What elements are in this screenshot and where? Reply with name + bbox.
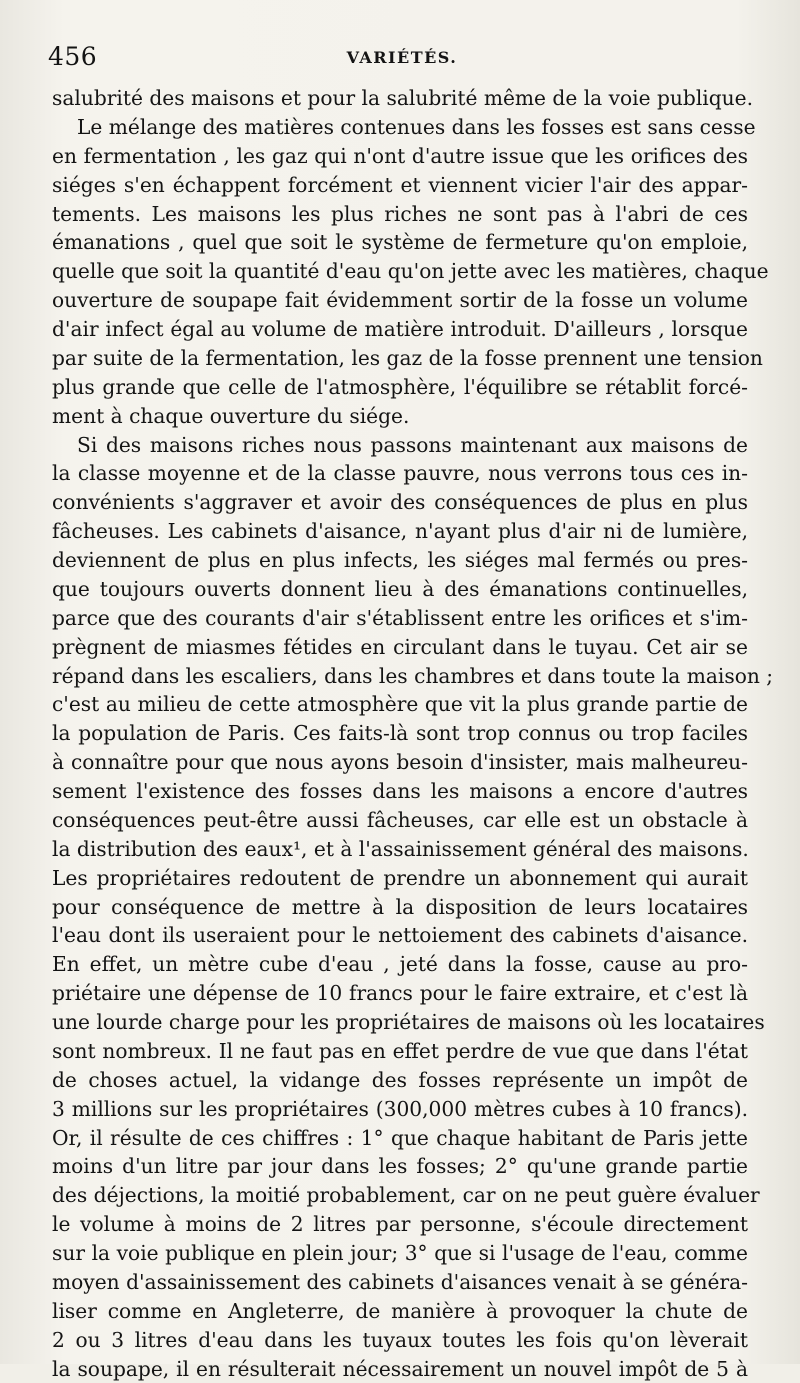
text-line: En effet, un mètre cube d'eau , jeté dans la fosse, cause au pro- xyxy=(52,950,748,979)
text-line: conséquences peut-être aussi fâcheuses, car elle est un obstacle à xyxy=(52,806,748,835)
text-line: de choses actuel, la vidange des fosses représente un impôt de xyxy=(52,1066,748,1095)
text-line: à connaître pour que nous ayons besoin d'insister, mais malheureu- xyxy=(52,748,748,777)
text-line: fâcheuses. Les cabinets d'aisance, n'ayant plus d'air ni de lumière, xyxy=(52,517,748,546)
text-line: parce que des courants d'air s'établissent entre les orifices et s'im- xyxy=(52,604,748,633)
text-line: le volume à moins de 2 litres par personne, s'écoule directement xyxy=(52,1210,748,1239)
body-text xyxy=(52,84,748,1383)
text-line: prègnent de miasmes fétides en circulant dans le tuyau. Cet air se xyxy=(52,633,748,662)
text-line: 3 millions sur les propriétaires (300,000 mètres cubes à 10 francs). xyxy=(52,1095,748,1124)
text-line: c'est au milieu de cette atmosphère que vit la plus grande partie de xyxy=(52,690,748,719)
text-line: moyen d'assainissement des cabinets d'aisances venait à se généra- xyxy=(52,1268,748,1297)
text-line: sont nombreux. Il ne faut pas en effet perdre de vue que dans l'état xyxy=(52,1037,748,1066)
text-line: sur la voie publique en plein jour; 3° que si l'usage de l'eau, comme xyxy=(52,1239,748,1268)
text-line: en fermentation , les gaz qui n'ont d'autre issue que les orifices des xyxy=(52,142,748,171)
section-title: VARIÉTÉS. xyxy=(48,44,756,72)
text-line: siéges s'en échappent forcément et viennent vicier l'air des appar- xyxy=(52,171,748,200)
text-line: deviennent de plus en plus infects, les siéges mal fermés ou pres- xyxy=(52,546,748,575)
text-line: salubrité des maisons et pour la salubrité même de la voie publique. xyxy=(52,84,748,113)
text-line: des déjections, la moitié probablement, car on ne peut guère évaluer xyxy=(52,1181,748,1210)
text-line: la population de Paris. Ces faits-là sont trop connus ou trop faciles xyxy=(52,719,748,748)
text-line: moins d'un litre par jour dans les fosses; 2° qu'une grande partie xyxy=(52,1152,748,1181)
running-head xyxy=(48,40,756,76)
text-line: émanations , quel que soit le système de fermeture qu'on emploie, xyxy=(52,228,748,257)
text-line: ouverture de soupape fait évidemment sortir de la fosse un volume xyxy=(52,286,748,315)
text-line: quelle que soit la quantité d'eau qu'on jette avec les matières, chaque xyxy=(52,257,748,286)
text-line: que toujours ouverts donnent lieu à des émanations continuelles, xyxy=(52,575,748,604)
text-line: priétaire une dépense de 10 francs pour le faire extraire, et c'est là xyxy=(52,979,748,1008)
page-number: 456 xyxy=(48,40,97,74)
text-line: l'eau dont ils useraient pour le nettoiement des cabinets d'aisance. xyxy=(52,921,748,950)
text-line: 2 ou 3 litres d'eau dans les tuyaux toutes les fois qu'on lèverait xyxy=(52,1326,748,1355)
text-line: plus grande que celle de l'atmosphère, l'équilibre se rétablit forcé- xyxy=(52,373,748,402)
text-line: Le mélange des matières contenues dans les fosses est sans cesse xyxy=(52,113,748,142)
text-line: une lourde charge pour les propriétaires de maisons où les locataires xyxy=(52,1008,748,1037)
text-line: tements. Les maisons les plus riches ne sont pas à l'abri de ces xyxy=(52,200,748,229)
text-line: Si des maisons riches nous passons maintenant aux maisons de xyxy=(52,431,748,460)
text-line: sement l'existence des fosses dans les maisons a encore d'autres xyxy=(52,777,748,806)
text-line: liser comme en Angleterre, de manière à provoquer la chute de xyxy=(52,1297,748,1326)
text-line: par suite de la fermentation, les gaz de la fosse prennent une tension xyxy=(52,344,748,373)
text-line: Or, il résulte de ces chiffres : 1° que chaque habitant de Paris jette xyxy=(52,1124,748,1153)
text-line: ment à chaque ouverture du siége. xyxy=(52,402,748,431)
text-line: répand dans les escaliers, dans les chambres et dans toute la maison ; xyxy=(52,662,748,691)
text-line: la distribution des eaux¹, et à l'assainissement général des maisons. xyxy=(52,835,748,864)
text-line: d'air infect égal au volume de matière introduit. D'ailleurs , lorsque xyxy=(52,315,748,344)
text-line: convénients s'aggraver et avoir des conséquences de plus en plus xyxy=(52,488,748,517)
text-line: la classe moyenne et de la classe pauvre, nous verrons tous ces in- xyxy=(52,459,748,488)
text-line: pour conséquence de mettre à la disposition de leurs locataires xyxy=(52,893,748,922)
text-line: la soupape, il en résulterait nécessairement un nouvel impôt de 5 à xyxy=(52,1355,748,1383)
text-line: Les propriétaires redoutent de prendre un abonnement qui aurait xyxy=(52,864,748,893)
